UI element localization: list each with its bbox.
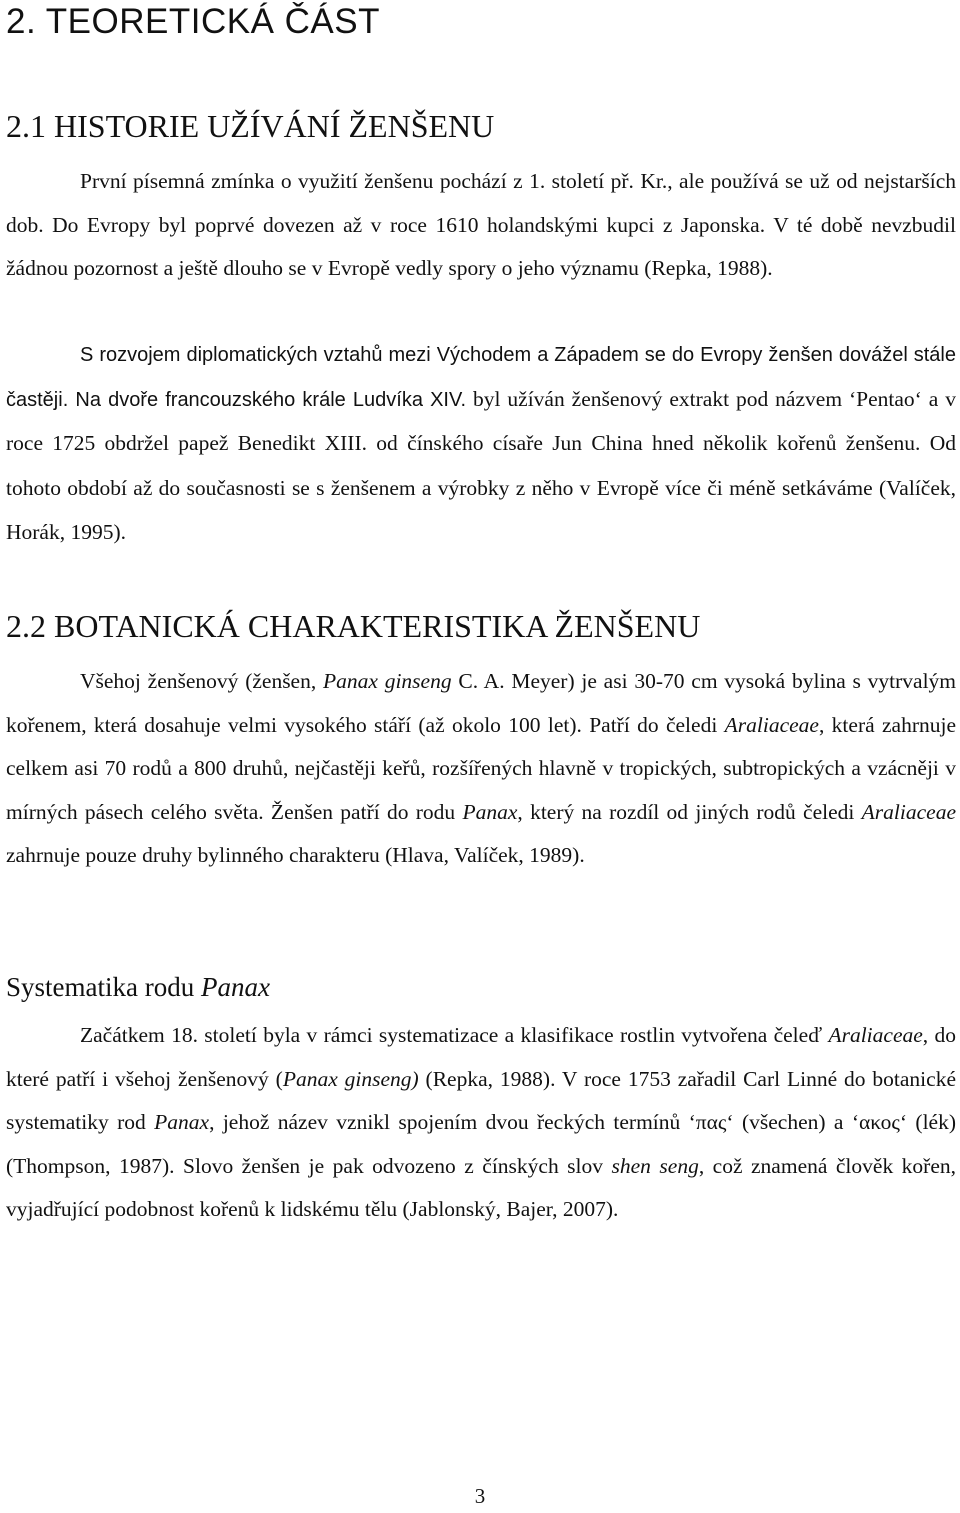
paragraph-history-1 — [6, 160, 956, 291]
chinese-term: shen seng — [611, 1153, 699, 1178]
section-heading-botany: 2.2 BOTANICKÁ CHARAKTERISTIKA ŽENŠENU — [6, 608, 701, 644]
heading-latin: Panax — [200, 972, 270, 1002]
text-segment: Všehoj ženšenový (ženšen, — [80, 669, 324, 693]
text-segment: zahrnuje pouze druhy bylinného charakteru (Hlava, Valíček, 1989). — [6, 843, 585, 867]
paragraph-systematics — [6, 1014, 956, 1232]
paragraph-text-serif-2: od čínského císaře Jun China hned několik kořenů ženšenu. Od tohoto období až do současnosti se s ženšenem a výrobky z něho v Evropě více či méně setkáváme (Valíček, Horák, 1995). — [6, 431, 956, 544]
latin-name: Panax ginseng) — [282, 1066, 419, 1091]
subsection-heading-systematics — [6, 972, 270, 1003]
paragraph-text-sans-1: S rozvojem diplomatických vztahů mezi Východem a Západem se do Evropy ženšen dovážel stále častěji. Na dvoře francouzského krále Ludvíka XIV. — [6, 344, 956, 411]
page-number: 3 — [474, 1484, 486, 1508]
text-segment: , což znamená člověk kořen, vyjadřující podobnost kořenů k lidskému tělu (Jablonský, Bajer, 2007). — [6, 1153, 957, 1221]
text-segment: , jehož název vznikl spojením dvou řeckých termínů ‘πας‘ (všechen) a ‘ακος‘ (lék) (Thompson, 1987). Slovo ženšen je pak odvozeno z čínských slov — [6, 1110, 957, 1178]
latin-name: Panax — [154, 1110, 210, 1134]
text-segment: Začátkem 18. století byla v rámci systematizace a klasifikace rostlin vytvořena čeleď — [80, 1023, 829, 1047]
text-segment: , která zahrnuje celkem asi 70 rodů a 800 druhů, nejčastěji keřů, rozšířených hlavně v tropických, subtropických a vzácněji v mírných pásech celého světa. Ženšen patří do rodu — [6, 712, 956, 824]
paragraph-text-serif: byl užíván ženšenový extrakt pod názvem ‘Pentao‘ a v roce 1725 obdržel papež Benedikt XIII. — [6, 386, 956, 455]
text-segment: , který na rozdíl od jiných rodů čeledi — [517, 799, 862, 824]
paragraph-text: První písemná zmínka o využití ženšenu pochází z 1. století př. Kr., ale používá se už od nejstarších dob. Do Evropy byl poprvé dovezen až v roce 1610 holandskými kupci z Japonska. V té době nevzbudil žádnou pozornost a ještě dlouho se v Evropě vedly spory o jeho významu (Repka, 1988). — [6, 169, 956, 280]
latin-name: Panax ginseng — [323, 669, 452, 693]
text-segment: C. A. Meyer) je asi 30-70 cm vysoká bylina s vytrvalým kořenem, která dosahuje velmi vysokého stáří (až okolo 100 let). Patří do čeledi — [6, 669, 957, 737]
latin-name: Araliaceae — [828, 1023, 923, 1047]
heading-text: Systematika rodu — [6, 972, 201, 1002]
latin-name: Araliaceae — [861, 799, 956, 824]
text-segment: , do které patří i všehoj ženšenový ( — [6, 1023, 956, 1091]
paragraph-history-2 — [6, 334, 956, 556]
latin-name: Panax — [462, 799, 518, 824]
text-segment: (Repka, 1988). V roce 1753 zařadil Carl Linné do botanické systematiky rod — [6, 1066, 956, 1134]
chapter-title: 2. TEORETICKÁ ČÁST — [6, 2, 380, 41]
section-heading-history: 2.1 HISTORIE UŽÍVÁNÍ ŽENŠENU — [6, 108, 495, 144]
paragraph-botany — [6, 660, 956, 878]
latin-name: Araliaceae — [724, 712, 819, 737]
